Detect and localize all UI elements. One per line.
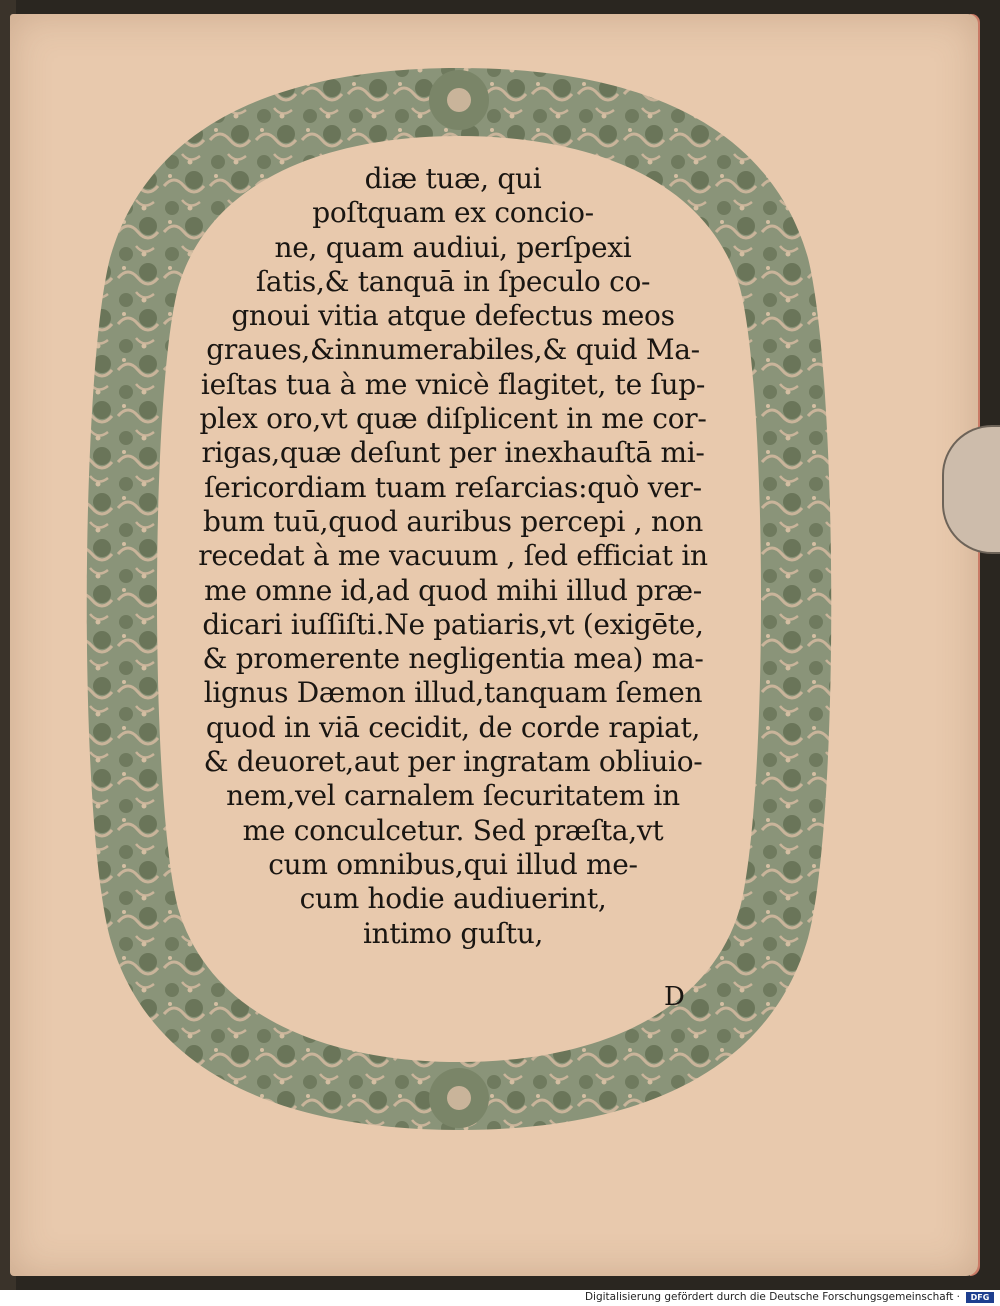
text-line: ne, quam audiui, perſpexi (274, 230, 632, 264)
text-line: recedat à me vacuum , ſed efficiat in (198, 539, 708, 573)
text-line: me conculcetur. Sed præſta,vt (242, 813, 664, 847)
text-line: cum omnibus,qui illud me- (268, 847, 638, 881)
dfg-logo: DFG (966, 1292, 994, 1303)
text-line: & promerente negligentia mea) ma- (202, 642, 704, 676)
text-line: nem,vel carnalem ſecuritatem in (226, 779, 680, 813)
text-line: dicari iuſſiſti.Ne patiaris,vt (exigēte, (202, 607, 704, 641)
text-line: gnoui vitia atque defectus meos (231, 299, 675, 333)
text-line: cum hodie audiuerint, (299, 882, 607, 916)
text-line: & deuoret,aut per ingratam obliuio- (203, 745, 703, 779)
digitization-footer (0, 1290, 1000, 1306)
text-line: poſtquam ex concio- (312, 196, 594, 230)
text-line: rigas,quæ deſunt per inexhauſtā mi- (201, 436, 705, 470)
text-line: lignus Dæmon illud,tanquam ſemen (203, 676, 703, 710)
text-line: graues,&innumerabiles,& quid Ma- (206, 333, 700, 367)
text-line: bum tuū,quod auribus percepi , non (203, 504, 703, 538)
text-line: me omne id,ad quod mihi illud præ- (204, 573, 702, 607)
funding-credit: Digitalisierung gefördert durch die Deutsche Forschungsgemeinschaft · (584, 1291, 960, 1303)
text-line: diæ tuæ, qui (364, 162, 542, 195)
text-line: intimo guſtu, (362, 916, 544, 950)
text-line: ſatis,& tanquā in ſpeculo co- (255, 264, 651, 298)
text-line: ſericordiam tuam reſarcias:quò ver- (204, 470, 702, 504)
text-line: plex oro,vt quæ diſplicent in me cor- (199, 402, 707, 436)
latin-text-block (138, 162, 768, 951)
text-line: quod in viā cecidit, de corde rapiat, (205, 710, 701, 744)
text-line: ieſtas tua à me vnicè flagitet, te ſup- (200, 367, 706, 401)
catchword: D (664, 982, 685, 1012)
